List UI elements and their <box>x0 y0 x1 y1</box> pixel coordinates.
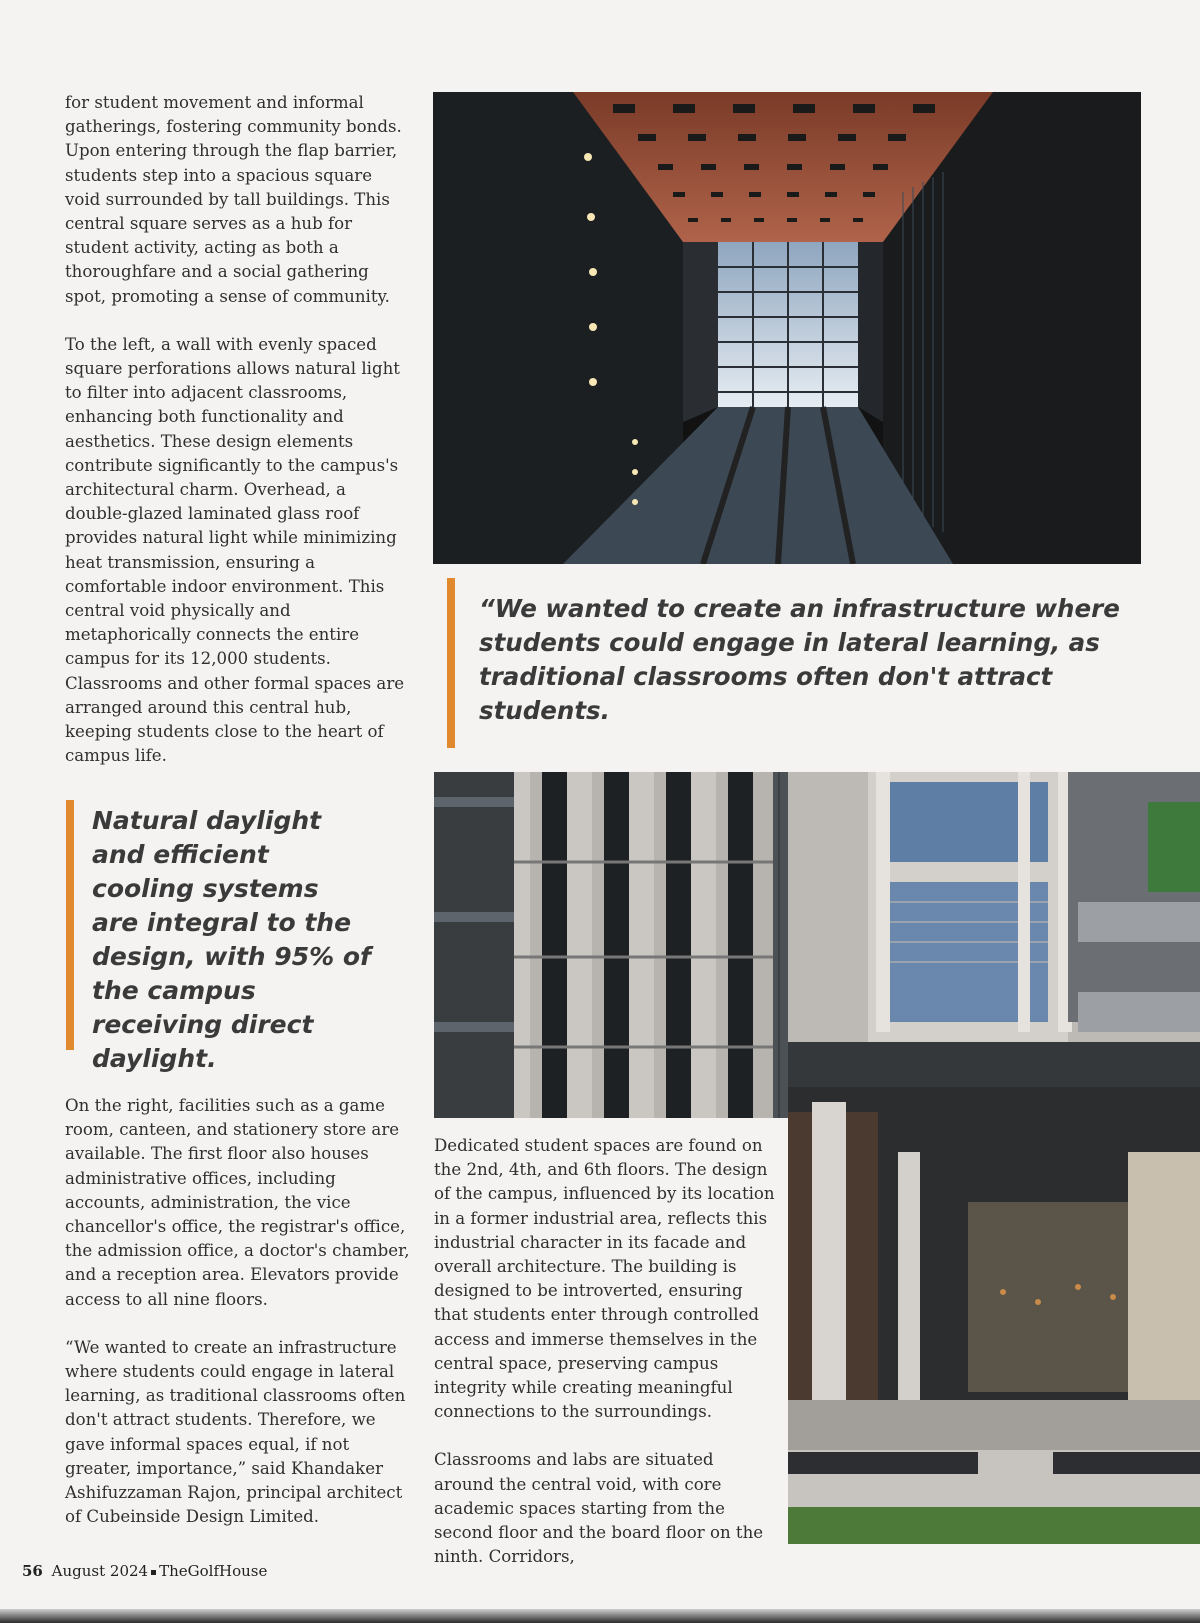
pull-quote-left-text: Natural daylight and efficient cooling systems are integral to the design, with 95% of the campus receiving direct daylight. <box>92 806 371 1073</box>
middle-column-bottom-text <box>434 1134 778 1593</box>
left-column-top-text <box>65 91 410 792</box>
magazine-name: TheGolfHouse <box>159 1562 268 1580</box>
pull-quote-left <box>66 800 372 1073</box>
page-edge-shadow <box>0 1609 1200 1623</box>
left-column-bottom-text <box>65 1094 410 1553</box>
paragraph: To the left, a wall with evenly spaced square perforations allows natural light to filter into adjacent classrooms, enhancing both functionality and aesthetics. These design elements contribute significantly to the campus's architectural charm. Overhead, a double-glazed laminated glass roof provides natural light while minimizing heat transmission, ensuring a comfortable indoor environment. This central void physically and metaphorically connects the entire campus for its 12,000 students. Classrooms and other formal spaces are arranged around this central hub, keeping students close to the heart of campus life. <box>65 334 405 766</box>
pull-quote-right <box>447 578 1139 748</box>
paragraph: On the right, facilities such as a game room, canteen, and stationery store are available. The first floor also houses administrative offices, including accounts, administration, the vice chancellor's office, the registrar's office, the admission office, a doctor's chamber, and a reception area. Elevators provide access to all nine floors. <box>65 1096 410 1309</box>
separator-square-icon <box>151 1570 156 1575</box>
page-footer <box>22 1562 267 1580</box>
pull-quote-right-text: “We wanted to create an infrastructure where students could engage in lateral learning, as traditional classrooms often don't attract students. <box>479 594 1120 725</box>
entrance-illustration <box>788 772 1200 1544</box>
paragraph: Dedicated student spaces are found on the 2nd, 4th, and 6th floors. The design of the campus, influenced by its location in a former industrial area, reflects this industrial character in its facade and overall architecture. The building is designed to be introverted, ensuring that students enter through controlled access and immerse themselves in the central space, preserving campus integrity while creating meaningful connections to the surroundings. <box>434 1136 775 1422</box>
paragraph: “We wanted to create an infrastructure where students could engage in lateral learning, as traditional classrooms often don't attract students. Therefore, we gave informal spaces equal, if not greater, importance,” said Khandaker Ashifuzzaman Rajon, principal architect of Cubeinside Design Limited. <box>65 1337 406 1527</box>
atrium-illustration <box>433 92 1141 564</box>
page-number: 56 <box>22 1562 43 1580</box>
paragraph: Classrooms and labs are situated around the central void, with core academic spaces starting from the second floor and the board floor on the ninth. Corridors, <box>434 1450 764 1567</box>
paragraph: for student movement and informal gatherings, fostering community bonds. Upon entering through the flap barrier, students step into a spacious square void surrounded by tall buildings. This central square serves as a hub for student activity, acting as both a thoroughfare and a social gathering spot, promoting a sense of community. <box>65 93 402 306</box>
entrance-photo <box>788 772 1200 1544</box>
atrium-photo <box>433 92 1141 564</box>
issue-date: August 2024 <box>51 1562 149 1580</box>
